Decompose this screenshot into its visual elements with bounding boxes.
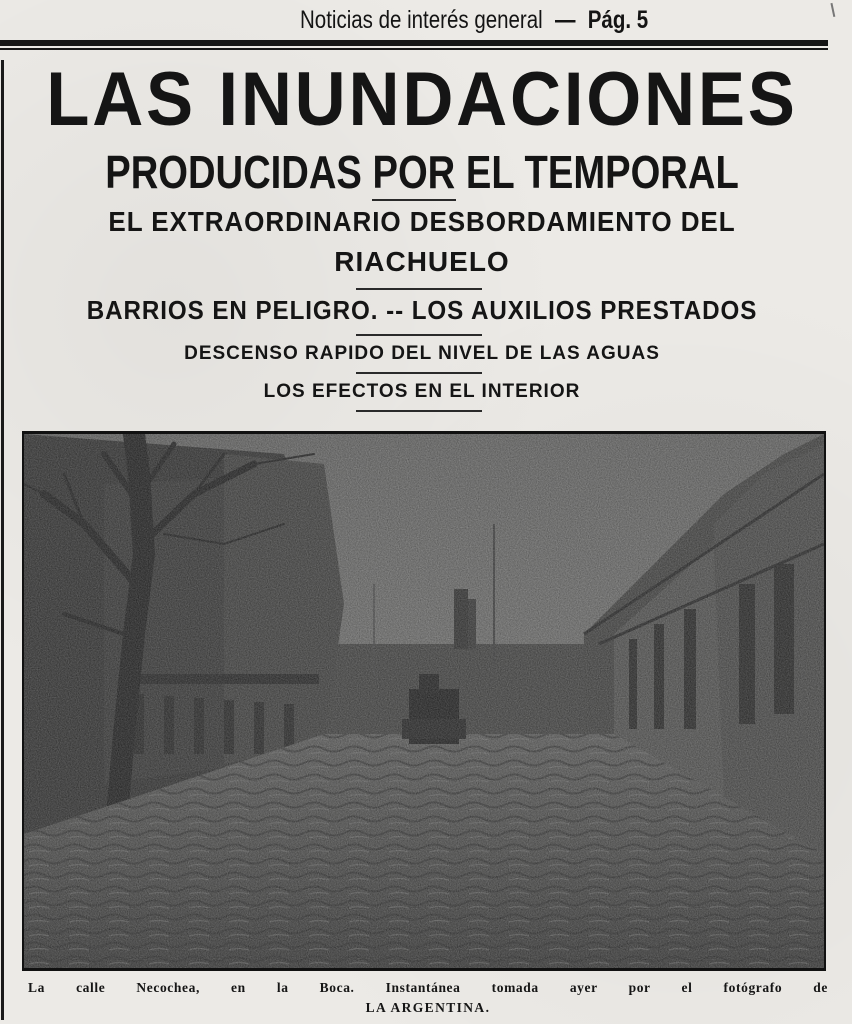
deck-separator-3 xyxy=(356,334,482,336)
headline-deck-3: BARRIOS EN PELIGRO. -- LOS AUXILIOS PRESTADOS xyxy=(86,295,758,325)
headline-deck-2-line-2: RIACHUELO xyxy=(334,246,510,277)
deck-separator-4 xyxy=(356,372,482,374)
deck-separator-1 xyxy=(372,199,456,201)
headline-deck-1: PRODUCIDAS POR EL TEMPORAL xyxy=(105,146,739,198)
headline-deck-5: LOS EFECTOS EN EL INTERIOR xyxy=(263,381,581,402)
column-rule xyxy=(1,60,4,1020)
photo-caption xyxy=(28,978,828,1018)
headline-deck-4: DESCENSO RAPIDO DEL NIVEL DE LAS AGUAS xyxy=(184,343,660,364)
running-head xyxy=(300,2,712,38)
flooded-street-photo xyxy=(24,434,824,968)
header-rule-thin xyxy=(0,48,828,50)
caption-line-2: LA ARGENTINA. xyxy=(365,1000,491,1015)
headline-deck-2-line-1: EL EXTRAORDINARIO DESBORDAMIENTO DEL xyxy=(108,206,736,237)
news-photo xyxy=(22,431,826,971)
deck-separator-5 xyxy=(356,410,482,412)
page-edge-mark xyxy=(821,3,836,19)
running-head-dash: — xyxy=(554,6,576,34)
deck-separator-2 xyxy=(356,288,482,290)
main-headline: LAS INUNDACIONES xyxy=(46,57,798,142)
page-number: Pág. 5 xyxy=(587,6,649,34)
section-title: Noticias de interés general xyxy=(300,6,543,34)
caption-line-1: La calle Necochea, en la Boca. Instantánea tomada ayer por el fotógrafo de xyxy=(28,980,828,995)
header-rule-thick xyxy=(0,40,828,46)
